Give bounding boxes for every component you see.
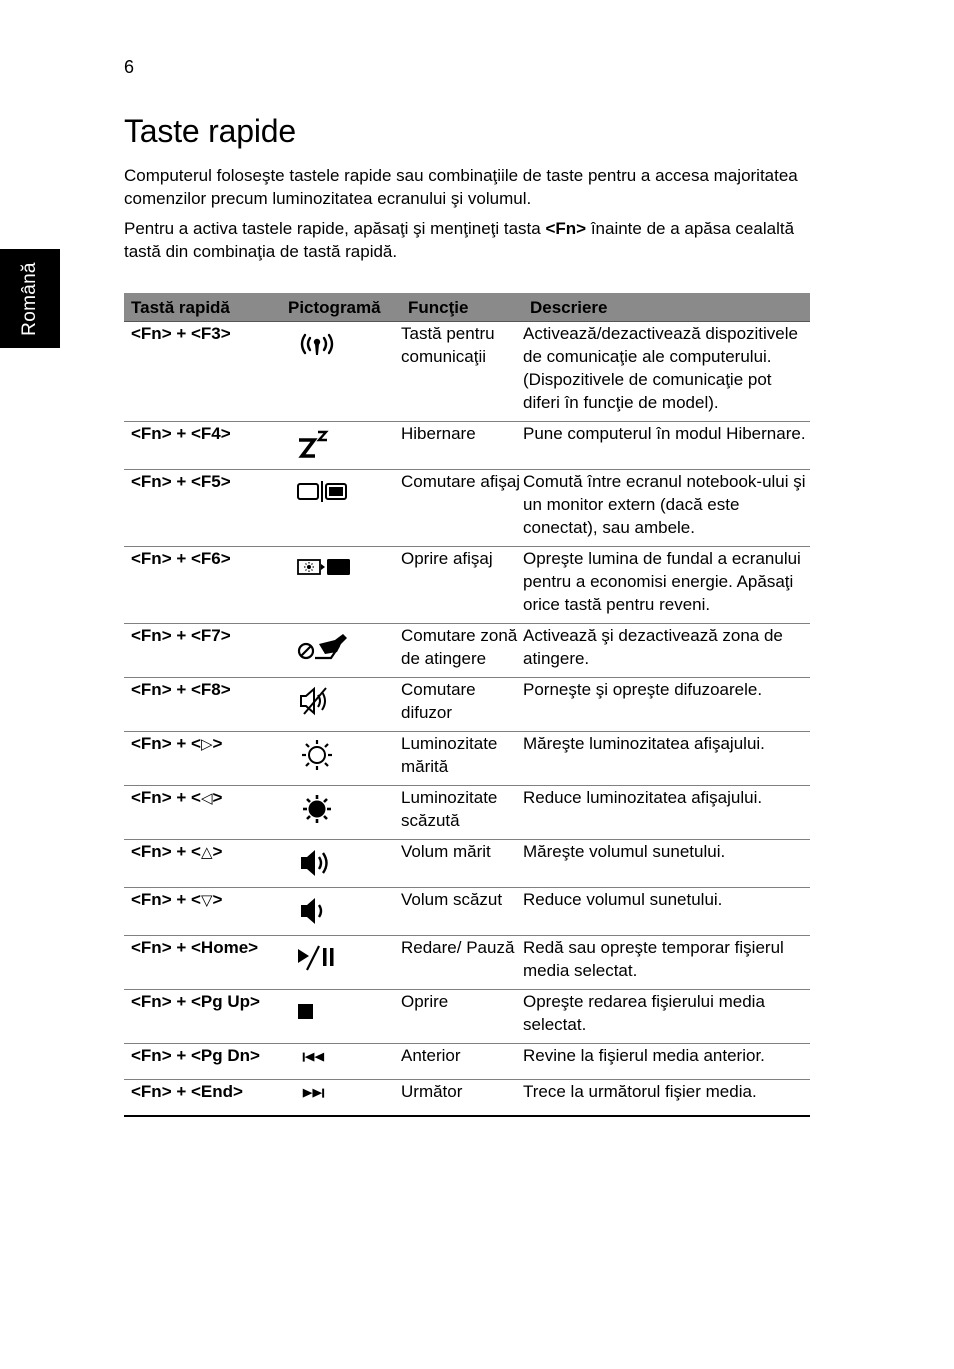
hotkey-suffix: >: [212, 788, 223, 807]
display-off-icon: [295, 553, 353, 587]
language-side-tab-label: Română: [19, 261, 40, 336]
function-cell: Volum scăzut: [401, 888, 523, 936]
function-cell: Oprire afişaj: [401, 547, 523, 624]
touchpad-toggle-icon: [295, 630, 351, 664]
function-cell: Următor: [401, 1080, 523, 1117]
table-row: [124, 786, 810, 840]
brightness-up-icon: [295, 738, 339, 772]
wireless-icon: [295, 328, 339, 362]
hotkey-cell: <Fn> + <F8>: [124, 678, 281, 732]
function-cell: Comutare afişaj: [401, 470, 523, 547]
description-cell: Măreşte volumul sunetului.: [523, 840, 810, 888]
left-arrow-icon: ◁: [200, 789, 213, 807]
hotkey-cell: <Fn> + <F3>: [131, 324, 231, 343]
instruction-paragraph: [124, 217, 814, 263]
function-cell: Redare/ Pauză: [401, 936, 523, 990]
header-icon: Pictogramă: [281, 293, 401, 322]
hotkey-suffix: >: [212, 734, 223, 753]
hotkey-cell: <Fn> + <F6>: [124, 547, 281, 624]
previous-track-icon: [295, 1050, 339, 1072]
next-track-icon: [295, 1086, 339, 1108]
instruction-text-before: Pentru a activa tastele rapide, apăsaţi şi menţineţi tasta: [124, 219, 546, 238]
down-arrow-icon: ▽: [200, 891, 213, 909]
hotkey-cell: <Fn> + <Pg Up>: [124, 990, 281, 1044]
description-cell: Trece la următorul fişier media.: [523, 1080, 810, 1117]
description-cell: Comută între ecranul notebook-ului şi un monitor extern (dacă este conectat), sau ambele.: [523, 470, 810, 547]
table-row: [124, 547, 810, 624]
up-arrow-icon: △: [200, 843, 213, 861]
function-cell: Anterior: [401, 1044, 523, 1080]
function-cell: Volum mărit: [401, 840, 523, 888]
hotkey-cell: [124, 840, 281, 888]
hotkey-cell: [124, 888, 281, 936]
function-cell: Comutare zonă de atingere: [401, 624, 523, 678]
hotkey-suffix: >: [212, 890, 223, 909]
hotkey-cell: [124, 786, 281, 840]
description-cell: Reduce volumul sunetului.: [523, 888, 810, 936]
table-row: [124, 322, 810, 422]
hotkey-prefix: <Fn> + <: [131, 842, 201, 861]
hotkeys-table: [124, 293, 810, 1117]
hotkey-cell: <Fn> + <F7>: [124, 624, 281, 678]
function-cell: Hibernare: [401, 422, 523, 470]
description-cell: Măreşte luminozitatea afişajului.: [523, 732, 810, 786]
hotkey-prefix: <Fn> + <: [131, 890, 201, 909]
function-cell: Oprire: [401, 990, 523, 1044]
hotkey-cell: <Fn> + <End>: [124, 1080, 281, 1117]
description-cell: Redă sau opreşte temporar fişierul media selectat.: [523, 936, 810, 990]
table-row: [124, 624, 810, 678]
description-cell: Porneşte şi opreşte difuzoarele.: [523, 678, 810, 732]
table-row: [124, 678, 810, 732]
hotkey-suffix: >: [212, 842, 223, 861]
description-cell: Activează şi dezactivează zona de atingere.: [523, 624, 810, 678]
header-hotkey: Tastă rapidă: [124, 293, 281, 322]
function-cell: Tastă pentru comunicaţii: [401, 324, 495, 366]
table-row: [124, 990, 810, 1044]
table-row: [124, 936, 810, 990]
display-toggle-icon: [295, 476, 351, 510]
hotkey-cell: <Fn> + <F4>: [124, 422, 281, 470]
table-row: [124, 840, 810, 888]
hotkey-cell: <Fn> + <Pg Dn>: [124, 1044, 281, 1080]
description-cell: Opreşte redarea fişierului media selectat.: [523, 990, 810, 1044]
page-title: Taste rapide: [124, 113, 296, 149]
table-row: [124, 888, 810, 936]
hotkey-prefix: <Fn> + <: [131, 788, 201, 807]
page-number: 6: [124, 57, 135, 77]
play-pause-icon: [295, 942, 339, 976]
volume-down-icon: [295, 894, 339, 928]
description-cell: Pune computerul în modul Hibernare.: [523, 422, 810, 470]
language-side-tab: [0, 249, 60, 348]
right-arrow-icon: ▷: [200, 735, 213, 753]
table-row: [124, 1044, 810, 1080]
description-cell: Activează/dezactivează dispozitivele de comunicaţie ale computerului. (Dispozitivele de comunicaţie pot diferi în funcţie de model).: [523, 324, 798, 412]
table-row: [124, 470, 810, 547]
table-row: [124, 1080, 810, 1117]
instruction-text-after: înainte de a apăsa cealaltă tastă din combinaţia de tastă rapidă.: [124, 219, 795, 261]
intro-paragraph: Computerul foloseşte tastele rapide sau combinaţiile de taste pentru a accesa majoritatea comenzilor precum luminozitatea ecranului şi volumul.: [124, 166, 798, 208]
stop-icon: [295, 996, 339, 1030]
table-header-row: [124, 293, 810, 322]
description-cell: Reduce luminozitatea afişajului.: [523, 786, 810, 840]
hotkey-cell: <Fn> + <F5>: [124, 470, 281, 547]
volume-up-icon: [295, 846, 339, 880]
function-cell: Luminozitate mărită: [401, 732, 523, 786]
description-cell: Opreşte lumina de fundal a ecranului pentru a economisi energie. Apăsaţi orice tastă pentru reveni.: [523, 547, 810, 624]
hotkey-cell: [124, 732, 281, 786]
header-function: Funcţie: [401, 293, 523, 322]
table-row: [124, 732, 810, 786]
description-cell: Revine la fişierul media anterior.: [523, 1044, 810, 1080]
function-cell: Comutare difuzor: [401, 678, 523, 732]
brightness-down-icon: [295, 792, 339, 826]
sleep-zz-icon: [295, 428, 339, 462]
hotkey-prefix: <Fn> + <: [131, 734, 201, 753]
header-description: Descriere: [523, 293, 810, 322]
function-cell: Luminozitate scăzută: [401, 786, 523, 840]
speaker-mute-icon: [295, 684, 339, 718]
table-row: [124, 422, 810, 470]
fn-key-label: <Fn>: [545, 219, 587, 238]
hotkey-cell: <Fn> + <Home>: [124, 936, 281, 990]
